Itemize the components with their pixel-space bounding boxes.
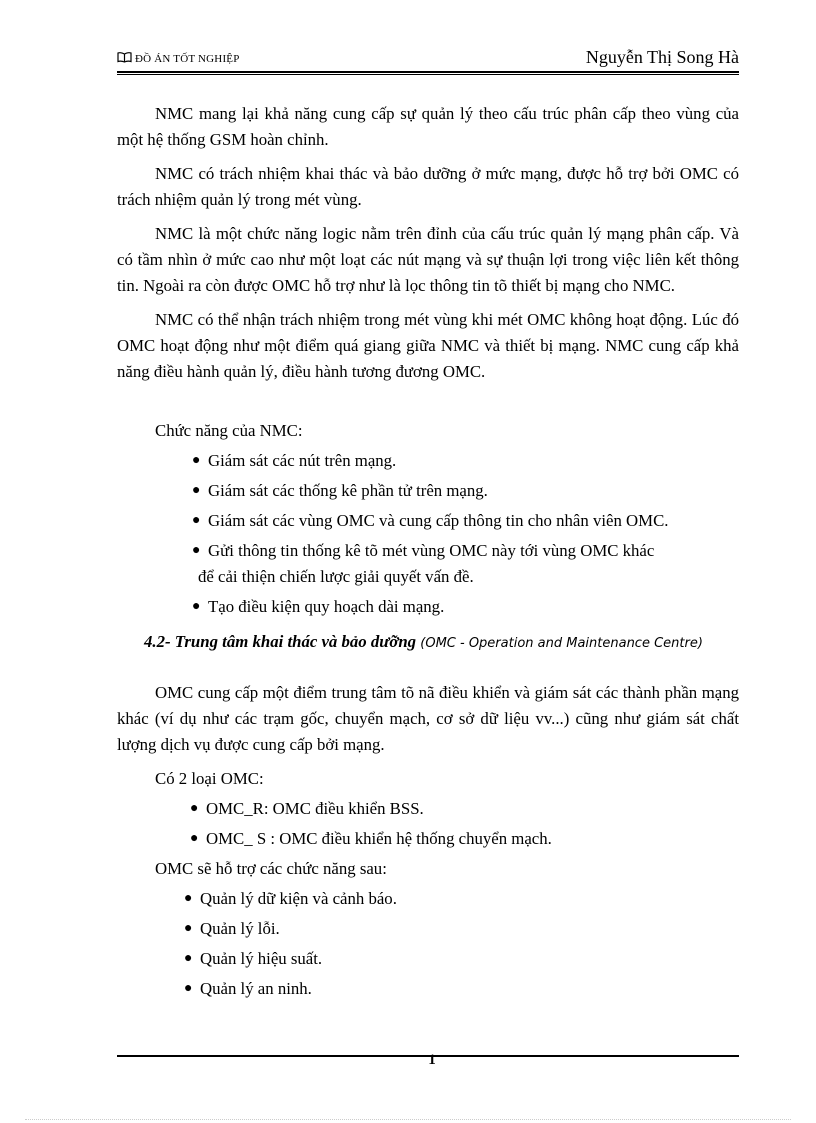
list-item-continuation: để cải thiện chiến lược giải quyết vấn đề. <box>198 567 474 586</box>
header-rule <box>117 71 739 73</box>
heading-title: 4.2- Trung tâm khai thác và bảo dưỡng <box>144 632 417 651</box>
bullet-icon: ● <box>192 453 201 468</box>
list-item: ● Quản lý hiệu suất. <box>184 946 739 972</box>
page-edge <box>25 1119 791 1120</box>
list-title: Chức năng của NMC: <box>155 421 303 440</box>
bullet-icon: ● <box>184 891 193 906</box>
section-heading <box>117 630 739 656</box>
bullet-icon: ● <box>184 981 193 996</box>
open-book-icon <box>117 52 132 66</box>
page-number: 1 <box>428 1052 436 1068</box>
bullet-icon: ● <box>184 951 193 966</box>
list-item: ● OMC_ S : OMC điều khiển hệ thống chuyển mạch. <box>190 826 739 852</box>
paragraph: NMC có trách nhiệm khai thác và bảo dưỡng ở mức mạng, được hỗ trợ bởi OMC có trách nhiệm quản lý trong mét vùng. <box>117 164 739 209</box>
list-item: ● Giám sát các nút trên mạng. <box>192 448 739 474</box>
list-title: Có 2 loại OMC: <box>155 769 264 788</box>
list-item: ● Gửi thông tin thống kê tõ mét vùng OMC này tới vùng OMC khác <box>192 538 739 564</box>
list-item: ● OMC_R: OMC điều khiển BSS. <box>190 796 739 822</box>
paragraph: NMC mang lại khả năng cung cấp sự quản lý theo cấu trúc phân cấp theo vùng của một hệ thống GSM hoàn chỉnh. <box>117 104 739 149</box>
bullet-icon: ● <box>192 543 201 558</box>
nmc-section <box>117 101 739 393</box>
header-author: Nguyễn Thị Song Hà <box>585 47 739 67</box>
list-item: ● Quản lý dữ kiện và cảnh báo. <box>184 886 739 912</box>
bullet-icon: ● <box>192 513 201 528</box>
list-item: ● Giám sát các vùng OMC và cung cấp thông tin cho nhân viên OMC. <box>192 508 739 534</box>
running-header-left <box>117 52 240 66</box>
header-rule-thin <box>117 74 739 75</box>
bullet-icon: ● <box>192 599 201 614</box>
nmc-functions <box>117 418 739 620</box>
list-item: ● Tạo điều kiện quy hoạch dài mạng. <box>192 594 739 620</box>
paragraph: OMC cung cấp một điểm trung tâm tõ nã điều khiển và giám sát các thành phần mạng khác (ví dụ như các trạm gốc, chuyển mạch, cơ sở dữ liệu vv...) cũng như giám sát chất lượng dịch vụ được cung cấp bởi mạng. <box>117 683 739 754</box>
omc-section <box>117 680 739 1002</box>
list-item: ● Quản lý lỗi. <box>184 916 739 942</box>
bullet-icon: ● <box>192 483 201 498</box>
bullet-icon: ● <box>190 831 199 846</box>
bullet-icon: ● <box>184 921 193 936</box>
header-doc-title: ĐỒ ÁN TỐT NGHIỆP <box>135 53 240 65</box>
list-item: ● Quản lý an ninh. <box>184 976 739 1002</box>
paragraph: NMC có thể nhận trách nhiệm trong mét vùng khi mét OMC không hoạt động. Lúc đó OMC hoạt động như một điểm quá giang giữa NMC và thiết bị mạng. NMC cung cấp khả năng điều hành quản lý, điều hành tương đương OMC. <box>117 310 739 381</box>
heading-subtitle: (OMC - Operation and Maintenance Centre) <box>420 636 703 651</box>
bullet-icon: ● <box>190 801 199 816</box>
list-title: OMC sẽ hỗ trợ các chức năng sau: <box>155 859 387 878</box>
list-item: ● Giám sát các thống kê phần tử trên mạng. <box>192 478 739 504</box>
paragraph: NMC là một chức năng logic nằm trên đỉnh của cấu trúc quản lý mạng phân cấp. Và có tầm nhìn ở mức cao như một loạt các nút mạng và sự thuận lợi trong việc liên kết thông tin. Ngoài ra còn được OMC hỗ trợ như là lọc thông tin tõ thiết bị mạng cho NMC. <box>117 224 739 295</box>
